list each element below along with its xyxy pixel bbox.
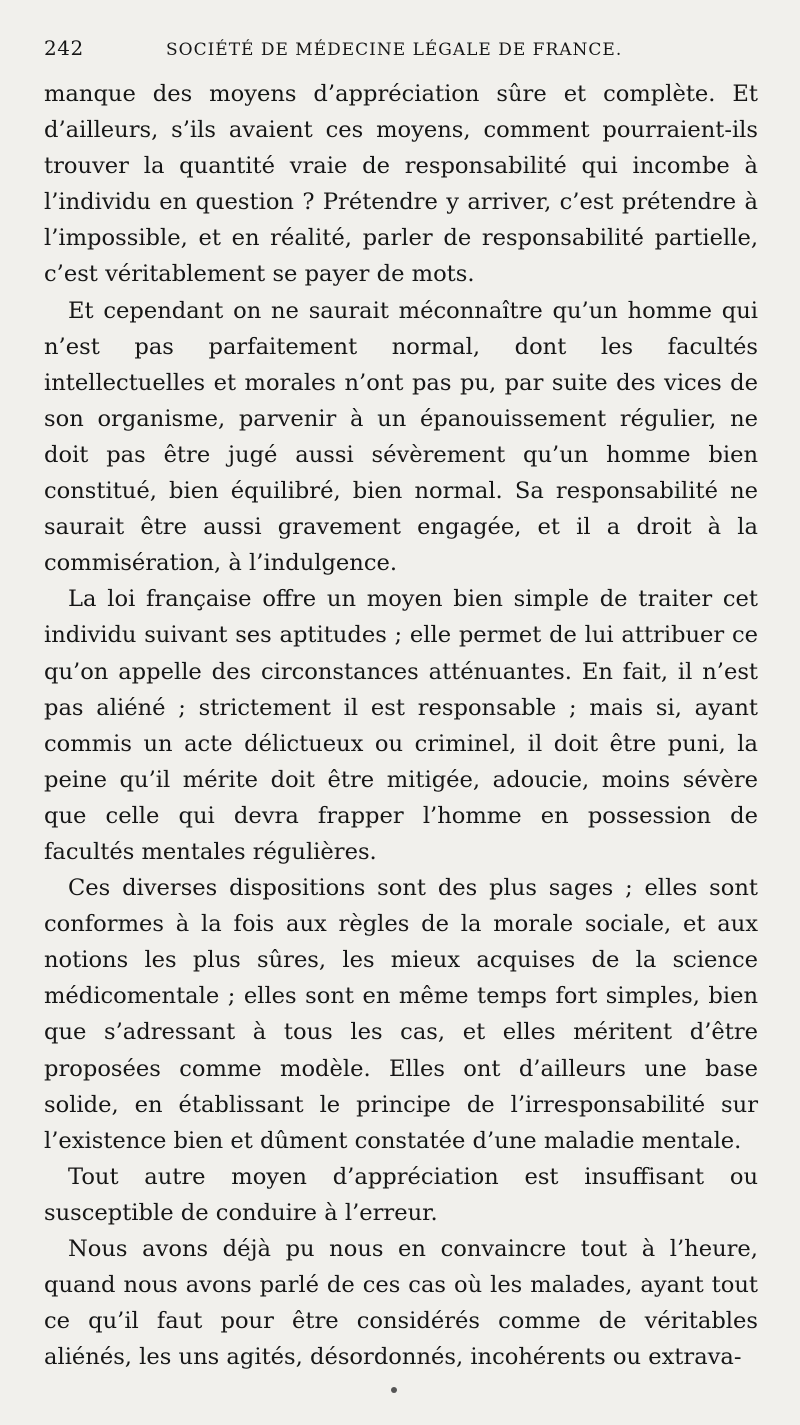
paragraph: Nous avons déjà pu nous en convaincre tout à l’heure, quand nous avons parlé de ces cas où les malades, ayant tout ce qu’il faut pour être considérés comme de véritables aliénés, les uns agités, désordonnés, incohérents ou extrava- xyxy=(44,1236,758,1371)
page-number: 242 xyxy=(44,36,84,60)
paragraph: Ces diverses dispositions sont des plus sages ; elles sont conformes à la fois aux règles de la morale sociale, et aux notions les plus sûres, les mieux acquises de la science médicomentale ; elles sont en même temps fort simples, bien que s’adressant à tous les cas, et elles méritent d’être proposées comme modèle. Elles ont d’ailleurs une base solide, en établissant le principe de l’irresponsabilité sur l’existence bien et dûment constatée d’une maladie mentale. xyxy=(44,875,758,1154)
paragraph: Tout autre moyen d’appréciation est insuffisant ou susceptible de conduire à l’erreur. xyxy=(44,1163,758,1226)
running-header xyxy=(44,36,758,76)
paragraph-continued: manque des moyens d’appréciation sûre et complète. Et d’ailleurs, s’ils avaient ces moyens, comment pourraient-ils trouver la quantité vraie de responsabilité qui incombe à l’individu en question ? Prétendre y arriver, c’est prétendre à l’impossible, et en réalité, parler de responsabilité partielle, c’est véritablement se payer de mots. xyxy=(44,81,758,288)
footer-dot-mark xyxy=(391,1387,397,1393)
document-page xyxy=(44,36,758,1375)
running-title: SOCIÉTÉ DE MÉDECINE LÉGALE DE FRANCE. xyxy=(166,40,623,60)
paragraph: Et cependant on ne saurait méconnaître qu’un homme qui n’est pas parfaitement normal, dont les facultés intellectuelles et morales n’ont pas pu, par suite des vices de son organisme, parvenir à un épanouissement régulier, ne doit pas être jugé aussi sévèrement qu’un homme bien constitué, bien équilibré, bien normal. Sa responsabilité ne saurait être aussi gravement engagée, et il a droit à la commisération, à l’indulgence. xyxy=(44,297,758,577)
paragraph: La loi française offre un moyen bien simple de traiter cet individu suivant ses aptitudes ; elle permet de lui attribuer ce qu’on appelle des circonstances atténuantes. En fait, il n’est pas aliéné ; strictement il est responsable ; mais si, ayant commis un acte délictueux ou criminel, il doit être puni, la peine qu’il mérite doit être mitigée, adoucie, moins sévère que celle qui devra frapper l’homme en possession de facultés mentales régulières. xyxy=(44,586,758,865)
body-text xyxy=(44,76,758,1375)
